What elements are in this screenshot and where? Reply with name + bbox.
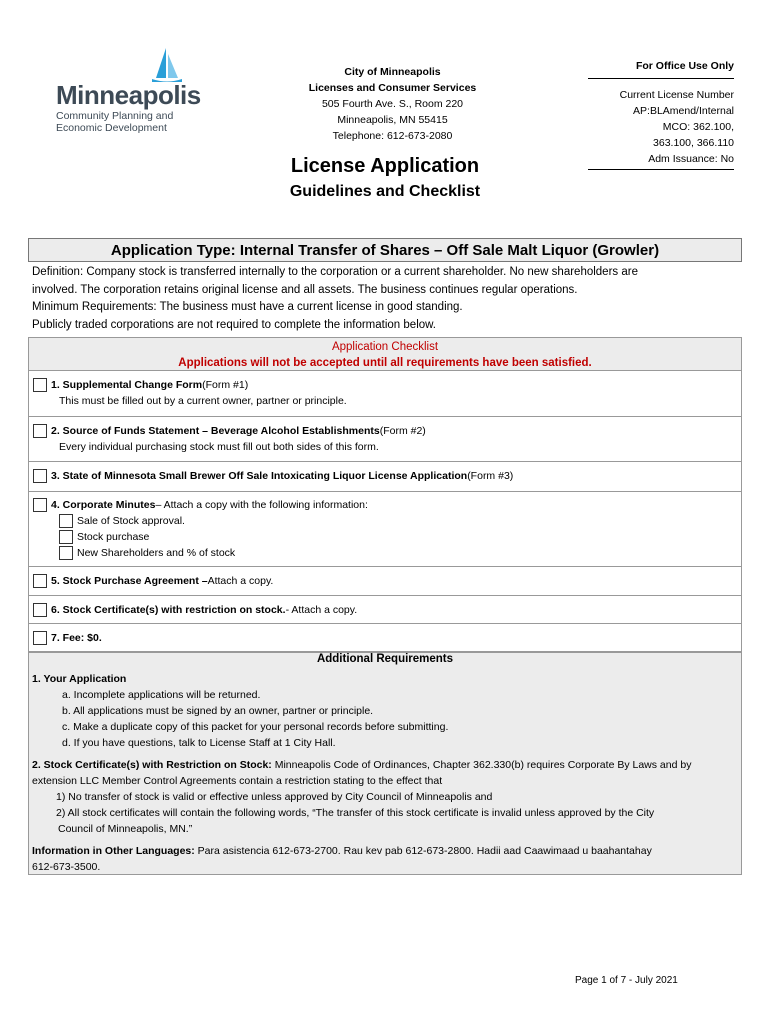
- checklist-item-2: [28, 417, 742, 462]
- sail-logo-icon: [152, 48, 182, 82]
- stock-restriction-point: 2) All stock certificates will contain the following words, “The transfer of this stock certificate is invalid unless approved by the City: [56, 807, 655, 819]
- your-application-item: c. Make a duplicate copy of this packet for your personal records before submitting.: [62, 721, 449, 733]
- logo-name: Minneapolis: [56, 80, 201, 110]
- item-note: (Form #2): [379, 425, 426, 437]
- sub-checkbox[interactable]: [59, 546, 73, 560]
- department-name: Licenses and Consumer Services: [308, 82, 477, 94]
- office-use-title: For Office Use Only: [588, 58, 734, 79]
- item-note: (Form #1): [202, 379, 249, 391]
- sub-checkbox[interactable]: [59, 530, 73, 544]
- other-languages-line: 612-673-3500.: [32, 861, 101, 873]
- cped-logo: [56, 48, 201, 138]
- checklist-header: [28, 337, 742, 371]
- item-label: 1. Supplemental Change Form: [51, 379, 203, 391]
- public-corp-note: Publicly traded corporations are not required to complete the information below.: [32, 318, 437, 331]
- logo-subtitle: Community Planning and Economic Development: [56, 110, 174, 134]
- office-line-4: 363.100, 366.110: [653, 137, 734, 149]
- application-type-banner: Application Type: Internal Transfer of Shares – Off Sale Malt Liquor (Growler): [28, 238, 742, 262]
- other-languages-para: Information in Other Languages: Para asistencia 612-673-2700. Rau kev pab 612-673-2800. Hadii aad Caawimaad u baahantahay: [32, 845, 652, 857]
- stock-restriction-para: 2. Stock Certificate(s) with Restriction on Stock: Minneapolis Code of Ordinances, Chapter 362.330(b) requires Corporate By Laws and by: [32, 759, 692, 771]
- street-address: 505 Fourth Ave. S., Room 220: [321, 98, 464, 110]
- sub-item-label: Stock purchase: [77, 531, 150, 543]
- definition-section: [32, 264, 744, 334]
- additional-requirements-title: Additional Requirements: [316, 653, 454, 665]
- additional-requirements-content: [32, 671, 740, 875]
- item-label: 2. Source of Funds Statement – Beverage Alcohol Establishments: [51, 425, 380, 437]
- your-application-heading: 1. Your Application: [32, 673, 127, 685]
- item-note: - Attach a copy.: [285, 604, 358, 616]
- item-label: 7. Fee: $0.: [51, 632, 102, 644]
- sub-checkbox[interactable]: [59, 514, 73, 528]
- your-application-item: b. All applications must be signed by an owner, partner or principle.: [62, 705, 374, 717]
- telephone: Telephone: 612-673-2080: [332, 130, 453, 142]
- definition-line: involved. The corporation retains original license and all assets. The business continues regular operations.: [32, 283, 578, 296]
- other-languages-heading: Information in Other Languages:: [32, 845, 195, 857]
- item-description: Every individual purchasing stock must fill out both sides of this form.: [59, 441, 379, 453]
- checklist-warning: Applications will not be accepted until all requirements have been satisfied.: [178, 357, 592, 369]
- stock-restriction-heading: 2. Stock Certificate(s) with Restriction on Stock:: [32, 759, 272, 771]
- stock-restriction-point: 1) No transfer of stock is valid or effective unless approved by City Council of Minneapolis and: [56, 791, 493, 803]
- sub-item-label: New Shareholders and % of stock: [77, 547, 236, 559]
- office-line-2: AP:BLAmend/Internal: [633, 105, 734, 117]
- city-state-zip: Minneapolis, MN 55415: [337, 114, 448, 126]
- minimum-requirements: Minimum Requirements: The business must have a current license in good standing.: [32, 301, 463, 313]
- document-subtitle: Guidelines and Checklist: [289, 183, 481, 200]
- item-note: – Attach a copy with the following information:: [155, 499, 368, 511]
- checkbox[interactable]: [33, 378, 47, 392]
- checklist-item-3: [28, 462, 742, 492]
- sub-item-label: Sale of Stock approval.: [77, 515, 185, 527]
- item-label: 6. Stock Certificate(s) with restriction on stock.: [51, 604, 286, 616]
- office-line-5: Adm Issuance: No: [588, 151, 734, 170]
- office-use-block: [588, 58, 734, 170]
- definition-line: Definition: Company stock is transferred internally to the corporation or a current shareholder. No new shareholders are: [32, 266, 638, 278]
- checkbox[interactable]: [33, 424, 47, 438]
- item-label: 4. Corporate Minutes: [51, 499, 156, 511]
- checkbox[interactable]: [33, 498, 47, 512]
- stock-restriction-point-cont: Council of Minneapolis, MN.”: [58, 823, 193, 835]
- page-footer: Page 1 of 7 - July 2021: [575, 975, 678, 986]
- item-label: 3. State of Minnesota Small Brewer Off Sale Intoxicating Liquor License Application: [51, 470, 468, 482]
- checklist-title: Application Checklist: [331, 341, 439, 353]
- item-note: (Form #3): [467, 470, 514, 482]
- city-name: City of Minneapolis: [344, 66, 441, 78]
- checklist-item-6: [28, 596, 742, 624]
- checklist-item-5: [28, 567, 742, 596]
- your-application-item: a. Incomplete applications will be returned.: [62, 689, 261, 701]
- checklist-item-1: [28, 371, 742, 417]
- item-note: Attach a copy.: [207, 575, 274, 587]
- city-address-block: [300, 64, 485, 144]
- checkbox[interactable]: [33, 574, 47, 588]
- office-line-1: Current License Number: [619, 89, 734, 101]
- office-line-3: MCO: 362.100,: [662, 121, 734, 133]
- checklist-item-7: [28, 624, 742, 652]
- checklist-item-4: [28, 492, 742, 567]
- your-application-item: d. If you have questions, talk to License Staff at 1 City Hall.: [62, 737, 336, 749]
- checkbox[interactable]: [33, 469, 47, 483]
- item-description: This must be filled out by a current owner, partner or principle.: [59, 395, 347, 407]
- checkbox[interactable]: [33, 631, 47, 645]
- stock-restriction-line: extension LLC Member Control Agreements contain a restriction stating to the effect that: [32, 775, 443, 787]
- document-title: License Application: [290, 155, 480, 177]
- item-label: 5. Stock Purchase Agreement –: [51, 575, 208, 587]
- checkbox[interactable]: [33, 603, 47, 617]
